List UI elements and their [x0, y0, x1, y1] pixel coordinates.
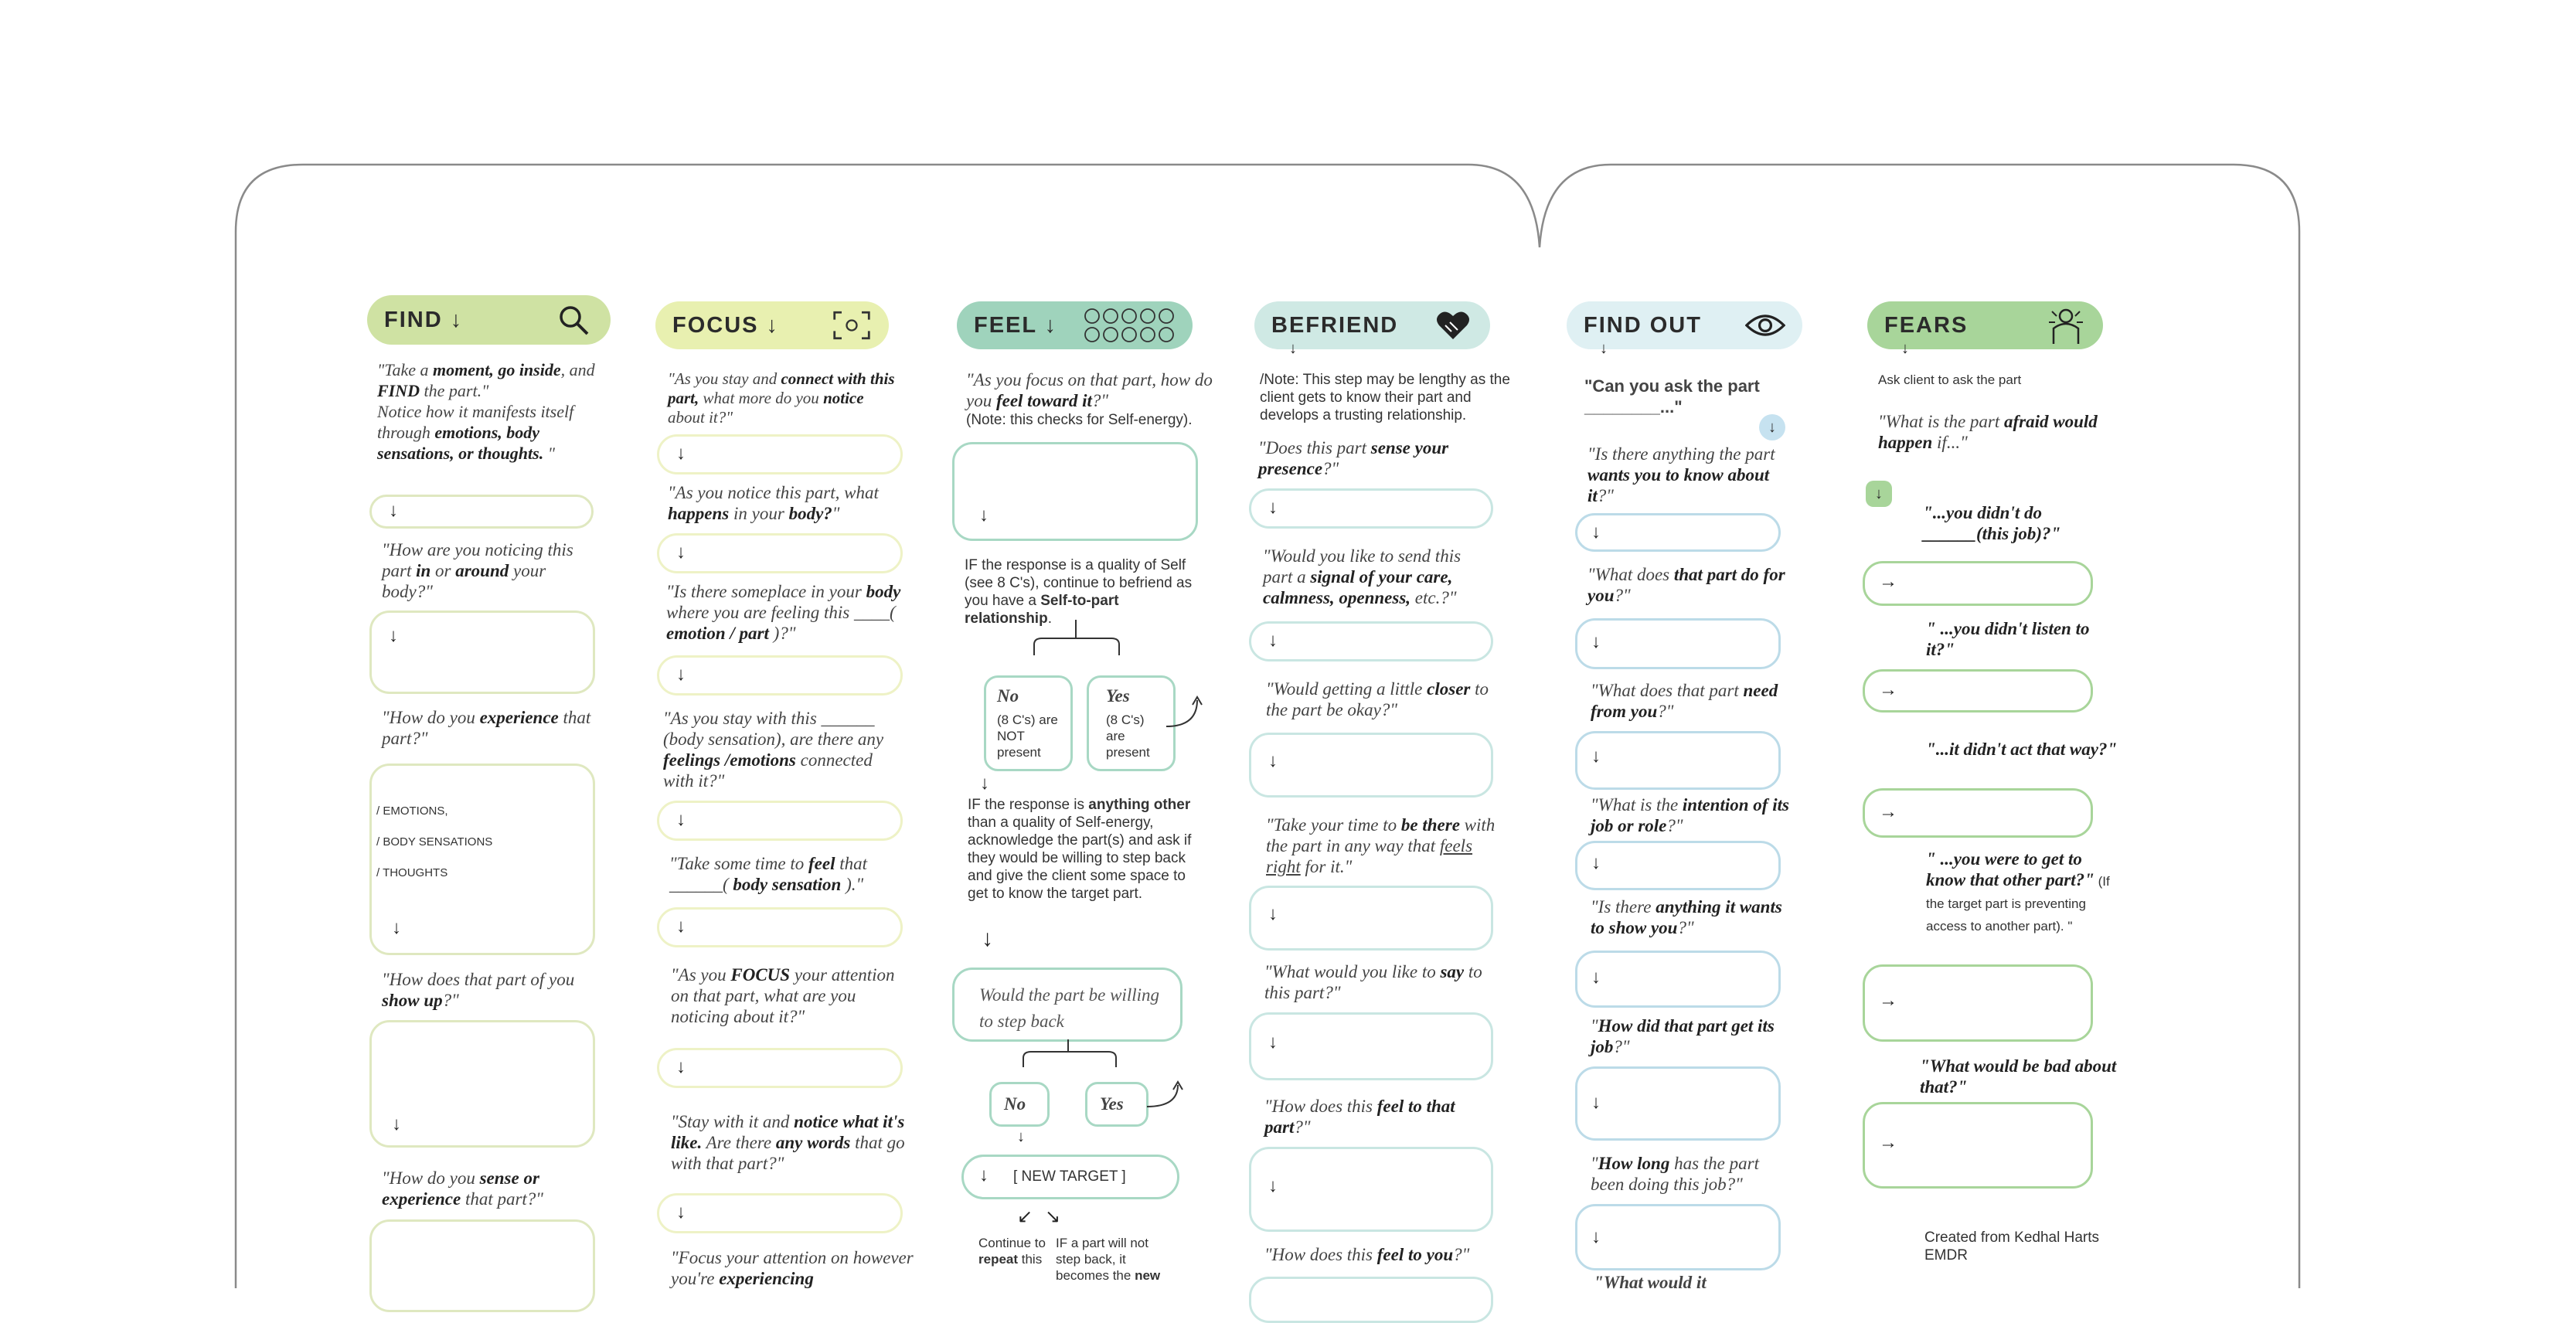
findout-question-6: "Is there anything it wants to show you?"	[1591, 897, 1782, 937]
focus-answer-2[interactable]: ↓	[657, 533, 903, 573]
fear-figure-icon	[2046, 308, 2086, 342]
feel-title: FEEL ↓	[974, 312, 1058, 338]
feel-branch-lines-2	[1012, 1039, 1198, 1086]
find-header	[367, 295, 611, 345]
find-answer-5[interactable]	[369, 1219, 595, 1312]
fears-followup-5: "What would be bad about that?"	[1920, 1056, 2117, 1097]
findout-answer-6[interactable]: ↓	[1575, 1066, 1781, 1141]
focus-question-4: "As you stay with this ______ (body sensation), are there any feelings /emotions connected with it?"	[663, 709, 884, 791]
option-thoughts: / THOUGHTS	[376, 866, 448, 879]
findout-answer-1[interactable]: ↓	[1575, 513, 1781, 552]
fears-answer-4[interactable]: →	[1863, 964, 2093, 1042]
focus-answer-6[interactable]: ↓	[657, 1048, 903, 1088]
feel-header	[957, 301, 1193, 349]
find-question-1: "How are you noticing this part in or around your body?"	[382, 540, 573, 601]
befriend-answer-4[interactable]: ↓	[1249, 886, 1493, 951]
fears-answer-5[interactable]: →	[1863, 1102, 2093, 1189]
befriend-answer-5[interactable]: ↓	[1249, 1012, 1493, 1080]
focus-question-8: "Focus your attention on however you're experiencing	[671, 1248, 914, 1288]
feel-question-1: "As you focus on that part, how do you feel toward it?"	[966, 370, 1213, 410]
find-column	[367, 295, 614, 345]
fears-followup-3: "...it didn't act that way?"	[1926, 740, 2118, 759]
fears-followup-1: "...you didn't do ______(this job)?"	[1923, 503, 2061, 543]
option-emotions: / EMOTIONS,	[376, 804, 448, 818]
feel-new-target-note: IF a part will not step back, it becomes the new	[1056, 1236, 1161, 1283]
findout-arrow-badge: ↓	[1759, 414, 1785, 440]
befriend-note: /Note: This step may be lengthy as the client gets to know their part and develops a trusting relationship.	[1260, 372, 1510, 423]
befriend-title: BEFRIEND	[1271, 312, 1399, 338]
befriend-answer-1[interactable]: ↓	[1249, 488, 1493, 529]
focus-question-5: "Take some time to feel that ______( body sensation )."	[669, 854, 868, 894]
faces-icon	[1083, 308, 1176, 342]
find-answer-2[interactable]: ↓	[369, 610, 595, 694]
find-answer-3[interactable]: / EMOTIONS, / BODY SENSATIONS / THOUGHTS ↓	[369, 764, 595, 955]
eye-icon	[1745, 308, 1785, 342]
focus-header	[655, 301, 889, 349]
feel-no-box-2: No	[989, 1082, 1050, 1127]
fears-answer-3[interactable]: →	[1863, 788, 2093, 838]
findout-answer-7[interactable]: ↓	[1575, 1204, 1781, 1270]
focus-answer-7[interactable]: ↓	[657, 1193, 903, 1233]
befriend-question-1: "Does this part sense your presence?"	[1258, 438, 1449, 478]
focus-answer-1[interactable]: ↓	[657, 434, 903, 474]
focus-answer-5[interactable]: ↓	[657, 907, 903, 947]
feel-yes-box-2: Yes	[1085, 1082, 1148, 1127]
befriend-question-3: "Would getting a little closer to the part be okay?"	[1266, 679, 1489, 719]
feel-note: (Note: this checks for Self-energy).	[966, 412, 1193, 428]
feel-self-paragraph: IF the response is a quality of Self (see 8 C's), continue to befriend as you have a Self-to-part relationship.	[965, 557, 1193, 627]
fears-followup-2: " ...you didn't listen to it?"	[1926, 619, 2090, 659]
befriend-question-2: "Would you like to send this part a signal of your care, calmness, openness, etc.?"	[1263, 546, 1462, 607]
feel-no-box: No (8 C's) are NOT present	[984, 675, 1073, 771]
findout-question-3: "What does that part do for you?"	[1587, 565, 1785, 605]
fears-question-1: "What is the part afraid would happen if..."	[1878, 412, 2098, 452]
befriend-question-7: "How does this feel to you?"	[1264, 1245, 1470, 1264]
feel-new-target-box: ↓ [ NEW TARGET ]	[961, 1155, 1179, 1199]
befriend-answer-7[interactable]	[1249, 1277, 1493, 1323]
option-body-sensations: / BODY SENSATIONS	[376, 835, 493, 849]
findout-question-8: "How long has the part been doing this job?"	[1591, 1154, 1759, 1194]
credit-text: Created from Kedhal Harts EMDR	[1924, 1229, 2099, 1263]
focus-answer-4[interactable]: ↓	[657, 801, 903, 841]
fears-answer-2[interactable]: →	[1863, 669, 2093, 713]
feel-yes-box: Yes (8 C's) are present	[1087, 675, 1176, 771]
focus-question-1: "As you stay and connect with this part, what more do you notice about it?"	[668, 369, 895, 427]
findout-answer-5[interactable]: ↓	[1575, 951, 1781, 1008]
fears-followup-4: " ...you were to get to know that other part?" (If the target part is preventing access to another part). "	[1926, 849, 2110, 934]
befriend-answer-3[interactable]: ↓	[1249, 733, 1493, 798]
focus-question-6: "As you FOCUS your attention on that part, what are you noticing about it?"	[671, 965, 895, 1026]
feel-continue-note: Continue to repeat this	[978, 1236, 1046, 1267]
heart-hands-icon	[1433, 308, 1473, 342]
findout-question-5: "What is the intention of its job or role?"	[1591, 795, 1789, 835]
feel-yes-return-arrow-2	[1144, 1080, 1190, 1114]
findout-question-7: "How did that part get its job?"	[1591, 1016, 1775, 1056]
find-answer-4[interactable]: ↓	[369, 1020, 595, 1148]
findout-answer-2[interactable]: ↓	[1575, 618, 1781, 669]
feel-column	[957, 301, 1204, 349]
fears-arrow-badge: ↓	[1866, 481, 1892, 507]
findout-question-4: "What does that part need from you?"	[1591, 681, 1778, 721]
fears-intro: Ask client to ask the part	[1878, 372, 2022, 387]
feel-step-back-box: Would the part be willing to step back	[952, 968, 1183, 1042]
focus-answer-3[interactable]: ↓	[657, 655, 903, 696]
feel-yes-return-arrow	[1163, 696, 1210, 734]
focus-column	[655, 301, 903, 349]
fears-answer-1[interactable]: →	[1863, 561, 2093, 606]
befriend-answer-6[interactable]: ↓	[1249, 1147, 1493, 1232]
findout-question-9: "What would it	[1594, 1273, 1707, 1292]
find-question-2: "How do you experience that part?"	[382, 708, 591, 748]
find-question-3: "How does that part of you show up?"	[382, 970, 575, 1010]
focus-question-7: "Stay with it and notice what it's like. Are there any words that go with that part?"	[671, 1112, 905, 1173]
findout-title: FIND OUT	[1584, 312, 1702, 338]
befriend-question-5: "What would you like to say to this part?"	[1264, 962, 1482, 1002]
fears-title: FEARS	[1884, 312, 1969, 338]
find-answer-1[interactable]: ↓	[369, 495, 594, 529]
focus-title: FOCUS ↓	[672, 312, 780, 338]
findout-question-2: "Is there anything the part wants you to know about it?"	[1587, 444, 1775, 505]
feel-branch-lines	[1020, 618, 1213, 680]
feel-answer-1[interactable]: ↓	[952, 442, 1198, 541]
findout-answer-4[interactable]: ↓	[1575, 841, 1781, 890]
befriend-question-4: "Take your time to be there with the part in any way that feels right for it."	[1266, 815, 1496, 876]
find-intro: "Take a moment, go inside, and FIND the part." Notice how it manifests itself through emotions, body sensations, or thoughts. "	[377, 360, 595, 463]
findout-question-1: "Can you ask the part ________..."	[1584, 376, 1760, 417]
find-question-4: "How do you sense or experience that part?"	[382, 1168, 543, 1209]
findout-answer-3[interactable]: ↓	[1575, 731, 1781, 790]
focus-frame-icon	[832, 308, 872, 342]
focus-question-2: "As you notice this part, what happens in your body?"	[668, 483, 879, 523]
magnifier-icon	[553, 303, 594, 337]
focus-question-3: "Is there someplace in your body where you are feeling this ____( emotion / part )?"	[666, 582, 901, 643]
befriend-question-6: "How does this feel to that part?"	[1264, 1097, 1455, 1137]
befriend-answer-2[interactable]: ↓	[1249, 621, 1493, 662]
find-title: FIND ↓	[384, 307, 464, 332]
feel-other-paragraph: IF the response is anything other than a quality of Self-energy, acknowledge the part(s) and ask if they would be willing to step back and give the client some space to get to know the target part.	[968, 797, 1192, 902]
